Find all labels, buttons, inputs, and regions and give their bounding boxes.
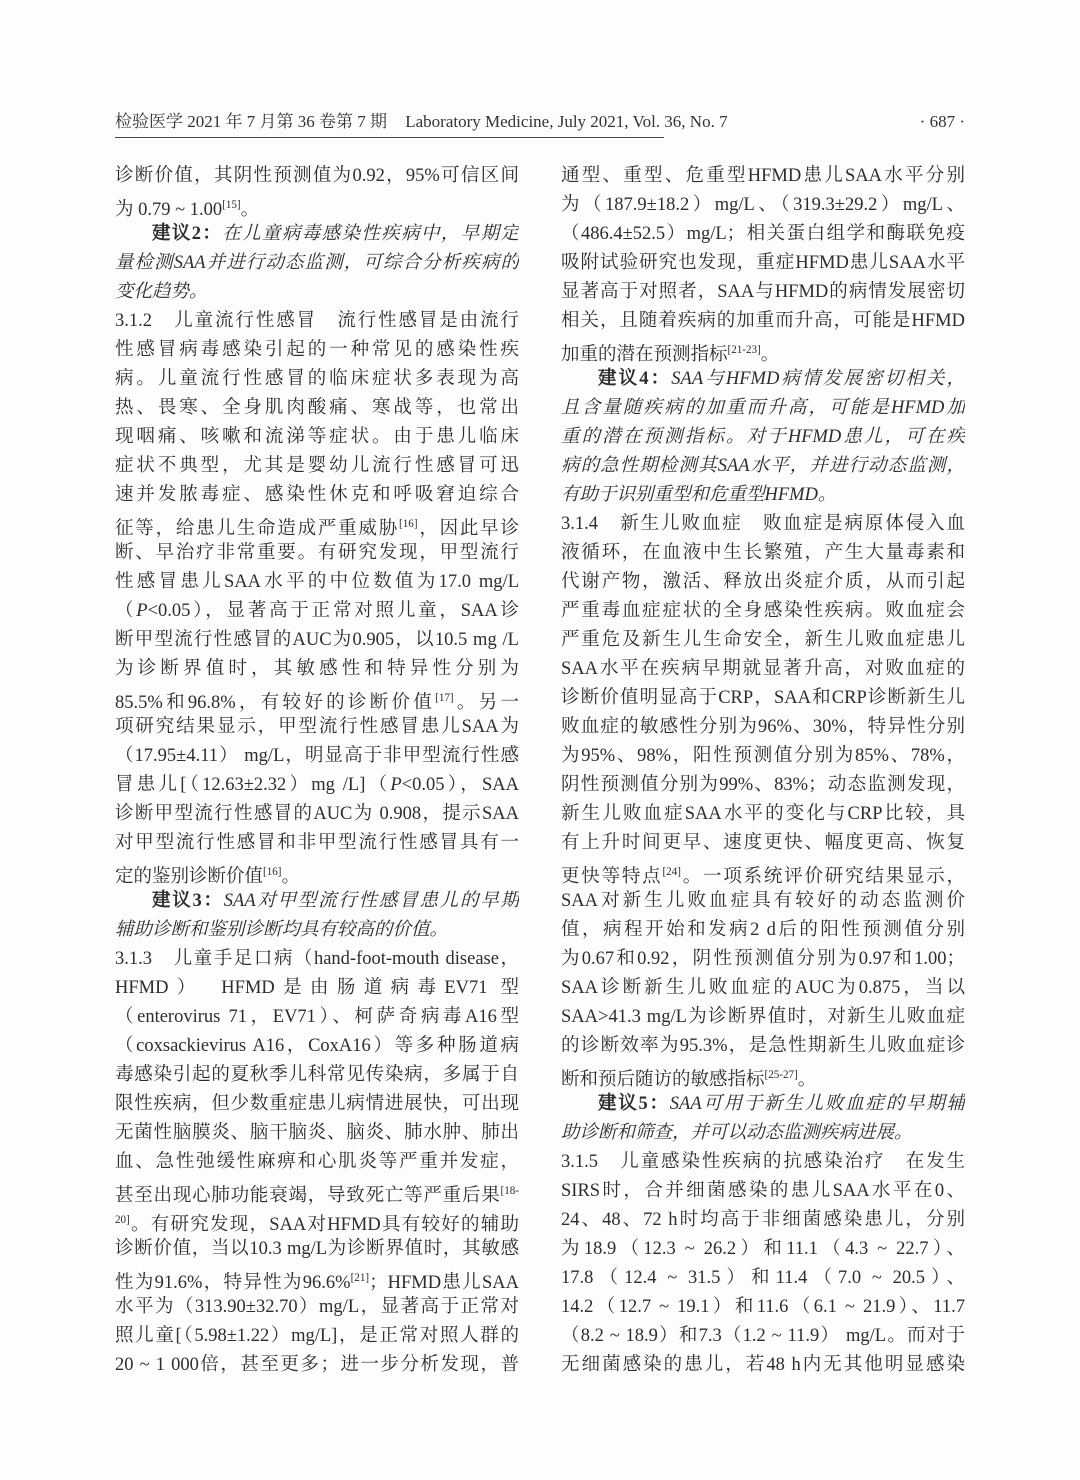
text-line: 严重毒血症症状的全身感染性疾病。败血症会: [561, 601, 965, 621]
text-line: 病的急性期检测其SAA水平，并进行动态监测，: [561, 456, 965, 476]
text-line: 重的潜在预测指标。对于HFMD患儿，可在疾: [561, 427, 965, 447]
text-line: （P<0.05），显著高于正常对照儿童，SAA诊: [115, 601, 519, 621]
text-line: 断、早治疗非常重要。有研究发现，甲型流行: [115, 543, 519, 563]
text-line: 阴性预测值分别为99%、83%；动态监测发现，: [561, 775, 965, 795]
text-line: 为18.9（12.3 ~ 26.2）和11.1（4.3 ~ 22.7）、: [561, 1239, 965, 1259]
article-body: [115, 162, 965, 1380]
text-line: 现咽痛、咳嗽和流涕等症状。由于患儿临床: [115, 427, 519, 447]
header-rule: [115, 137, 664, 138]
text-line: 为诊断界值时，其敏感性和特异性分别为: [115, 659, 519, 679]
text-line: （486.4±52.5）mg/L；相关蛋白组学和酶联免疫: [561, 224, 965, 244]
text-line: 照儿童[（5.98±1.22）mg/L]，是正常对照人群的: [115, 1326, 519, 1346]
text-line: 诊断价值明显高于CRP，SAA和CRP诊断新生儿: [561, 688, 965, 708]
text-line: 代谢产物，激活、释放出炎症介质，从而引起: [561, 572, 965, 592]
text-line: SAA水平在疾病早期就显著升高，对败血症的: [561, 659, 965, 679]
journal-title-cn: 检验医学 2021 年 7 月第 36 卷第 7 期: [115, 112, 387, 131]
journal-title-en: Laboratory Medicine, July 2021, Vol. 36, No. 7: [405, 112, 728, 131]
text-line: 速并发脓毒症、感染性休克和呼吸窘迫综合: [115, 485, 519, 505]
text-line: 征等，给患儿生命造成严重威胁[16]，因此早诊: [115, 518, 519, 539]
left-column: [115, 162, 519, 1380]
text-line: 新生儿败血症SAA水平的变化与CRP比较，具: [561, 804, 965, 824]
text-line: 败血症的敏感性分别为96%、30%，特异性分别: [561, 717, 965, 737]
text-line: 性为91.6%，特异性为96.6%[21]；HFMD患儿SAA: [115, 1272, 519, 1293]
text-line: 诊断价值，当以10.3 mg/L为诊断界值时，其敏感: [115, 1239, 519, 1259]
text-line: 建议3：SAA对甲型流行性感冒患儿的早期: [152, 891, 519, 911]
text-line: 3.1.5 儿童感染性疾病的抗感染治疗 在发生: [561, 1152, 965, 1172]
text-line: 断甲型流行性感冒的AUC为0.905，以10.5 mg /L: [115, 630, 519, 650]
page-header: [115, 111, 965, 133]
text-line: 断和预后随访的敏感指标[25-27]。: [561, 1069, 817, 1090]
text-line: 24、48、72 h时均高于非细菌感染患儿，分别: [561, 1210, 965, 1230]
text-line: 建议2：在儿童病毒感染性疾病中，早期定: [152, 224, 519, 244]
text-line: 定的鉴别诊断价值[16]。: [115, 866, 301, 887]
text-line: 20 ~ 1 000倍，甚至更多；进一步分析发现，普: [115, 1355, 519, 1375]
text-line: 17.8（12.4 ~ 31.5）和11.4（7.0 ~ 20.5）、: [561, 1268, 965, 1288]
text-line: SAA>41.3 mg/L为诊断界值时，对新生儿败血症: [561, 1007, 965, 1027]
text-line: 吸附试验研究也发现，重症HFMD患儿SAA水平: [561, 253, 965, 273]
text-line: 热、畏寒、全身肌肉酸痛、寒战等，也常出: [115, 398, 519, 418]
text-line: 14.2（12.7 ~ 19.1）和11.6（6.1 ~ 21.9）、11.7: [561, 1297, 965, 1317]
text-line: 冒患儿[（12.63±2.32）mg /L]（P<0.05），SAA: [115, 775, 519, 795]
text-line: 通型、重型、危重型HFMD患儿SAA水平分别: [561, 166, 965, 186]
text-line: 相关，且随着疾病的加重而升高，可能是HFMD: [561, 311, 965, 331]
text-line: 诊断价值，其阴性预测值为0.92，95%可信区间: [115, 166, 519, 186]
text-line: 液循环，在血液中生长繁殖，产生大量毒素和: [561, 543, 965, 563]
text-line: 诊断甲型流行性感冒的AUC为 0.908，提示SAA: [115, 804, 519, 824]
text-line: 血、急性弛缓性麻痹和心肌炎等严重并发症，: [115, 1152, 519, 1172]
text-line: 变化趋势。: [115, 282, 208, 302]
text-line: 甚至出现心肺功能衰竭，导致死亡等严重后果$^{[18-}$: [115, 1185, 519, 1206]
text-line: 显著高于对照者，SAA与HFMD的病情发展密切: [561, 282, 965, 302]
text-line: 85.5%和96.8%，有较好的诊断价值[17]。另一: [115, 692, 519, 713]
page-number: · 687 ·: [919, 112, 965, 131]
text-line: 为0.67和0.92，阴性预测值分别为0.97和1.00；: [561, 949, 965, 969]
text-line: $^{20]}$。有研究发现，SAA对HFMD具有较好的辅助: [115, 1214, 519, 1235]
text-line: 毒感染引起的夏秋季儿科常见传染病，多属于自: [115, 1065, 519, 1085]
text-line: 水平为（313.90±32.70）mg/L，显著高于正常对: [115, 1297, 519, 1317]
text-line: HFMD） HFMD是由肠道病毒EV71 型: [115, 978, 519, 998]
text-line: （17.95±4.11） mg/L，明显高于非甲型流行性感: [115, 746, 519, 766]
text-line: 为 0.79 ~ 1.00[15]。: [115, 199, 260, 220]
text-line: 辅助诊断和鉴别诊断均具有较高的价值。: [115, 920, 449, 940]
text-line: 有上升时间更早、速度更快、幅度更高、恢复: [561, 833, 965, 853]
text-line: SAA对新生儿败血症具有较好的动态监测价: [561, 891, 965, 911]
text-line: 性感冒病毒感染引起的一种常见的感染性疾: [115, 340, 519, 360]
text-line: 更快等特点[24]。一项系统评价研究结果显示，: [561, 866, 965, 887]
text-line: 对甲型流行性感冒和非甲型流行性感冒具有一: [115, 833, 519, 853]
text-line: 病。儿童流行性感冒的临床症状多表现为高: [115, 369, 519, 389]
text-line: 助诊断和筛查，并可以动态监测疾病进展。: [561, 1123, 913, 1143]
text-line: 无菌性脑膜炎、脑干脑炎、脑炎、肺水肿、肺出: [115, 1123, 519, 1143]
text-line: 3.1.2 儿童流行性感冒 流行性感冒是由流行: [115, 311, 519, 331]
text-line: 限性疾病，但少数重症患儿病情进展快，可出现: [115, 1094, 519, 1114]
text-line: 有助于识别重型和危重型HFMD。: [561, 485, 837, 505]
journal-citation: [115, 111, 728, 133]
text-line: 为95%、98%，阳性预测值分别为85%、78%，: [561, 746, 965, 766]
text-line: 无细菌感染的患儿，若48 h内无其他明显感染: [561, 1355, 965, 1375]
text-line: SIRS时，合并细菌感染的患儿SAA水平在0、: [561, 1181, 965, 1201]
text-line: 值，病程开始和发病2 d后的阳性预测值分别: [561, 920, 965, 940]
text-line: 且含量随疾病的加重而升高，可能是HFMD加: [561, 398, 965, 418]
text-line: 为（187.9±18.2）mg/L、（319.3±29.2）mg/L、: [561, 195, 965, 215]
text-line: 性感冒患儿SAA水平的中位数值为17.0 mg/L: [115, 572, 519, 592]
text-line: （coxsackievirus A16，CoxA16）等多种肠道病: [115, 1036, 519, 1056]
text-line: 量检测SAA并进行动态监测，可综合分析疾病的: [115, 253, 519, 273]
text-line: 症状不典型，尤其是婴幼儿流行性感冒可迅: [115, 456, 519, 476]
text-line: （8.2 ~ 18.9）和7.3（1.2 ~ 11.9） mg/L。而对于: [561, 1326, 965, 1346]
right-column: [561, 162, 965, 1380]
text-line: 加重的潜在预测指标[21-23]。: [561, 344, 780, 365]
text-line: 建议5：SAA可用于新生儿败血症的早期辅: [598, 1094, 965, 1114]
text-line: 3.1.3 儿童手足口病（hand-foot-mouth disease，: [115, 949, 519, 969]
text-line: 3.1.4 新生儿败血症 败血症是病原体侵入血: [561, 514, 965, 534]
text-line: 严重危及新生儿生命安全，新生儿败血症患儿: [561, 630, 965, 650]
text-line: 项研究结果显示，甲型流行性感冒患儿SAA为: [115, 717, 519, 737]
text-line: 建议4：SAA与HFMD病情发展密切相关，: [598, 369, 965, 389]
text-line: 的诊断效率为95.3%，是急性期新生儿败血症诊: [561, 1036, 965, 1056]
text-line: SAA诊断新生儿败血症的AUC为0.875，当以: [561, 978, 965, 998]
text-line: （enterovirus 71，EV71）、柯萨奇病毒A16型: [115, 1007, 519, 1027]
